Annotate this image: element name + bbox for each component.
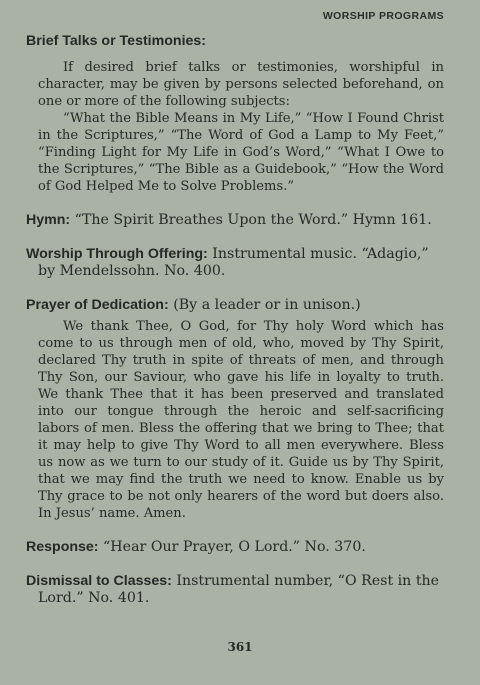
section-label-dedication: Prayer of Dedication: xyxy=(26,297,169,313)
section-label-offering: Worship Through Offering: xyxy=(26,246,208,262)
page-content xyxy=(26,33,444,607)
dedication-prayer-text: We thank Thee, O God, for Thy holy Word which has come to us through men of old, who, moved by Thy Spirit, declared Thy truth in spite of threats of men, and through Thy Son, our Saviour, who gave his life in loyalty to truth. We thank Thee that it has been preserved and translated into our tongue through the heroic and self-sacrificing labors of men. Bless the offering that we bring to Thee; that it may help to give Thy Word to all men everywhere. Bless us now as we turn to our study of it. Guide us by Thy Spirit, that we may find the truth we need to know. Enable us by Thy grace to be not only hearers of the word but doers also. In Jesus’ name. Amen. xyxy=(38,319,444,521)
section-dismissal xyxy=(26,573,444,607)
brief-talks-subjects: “What the Bible Means in My Life,” “How I Found Christ in the Scriptures,” “The Word of God a Lamp to My Feet,” “Finding Light for My Life in God’s Word,” “What I Owe to the Scriptures,” “The Bible as a Guidebook,” “How the Word of God Helped Me to Solve Problems.” xyxy=(38,111,444,194)
section-label-brief-talks: Brief Talks or Testimonies: xyxy=(26,33,207,49)
section-hymn xyxy=(26,212,444,229)
dismissal-text: Instrumental number, “O Rest in the Lord.” No. 401. xyxy=(38,573,440,606)
hymn-text: “The Spirit Breathes Upon the Word.” Hymn 161. xyxy=(70,212,432,228)
section-label-dismissal: Dismissal to Classes: xyxy=(26,573,172,589)
running-head: WORSHIP PROGRAMS xyxy=(322,10,444,22)
section-offering xyxy=(26,246,444,280)
brief-talks-instructions: If desired brief talks or testimonies, worshipful in character, may be given by persons selected beforehand, on one or more of the following subjects: xyxy=(38,60,444,109)
offering-text: Instrumental music. “Adagio,” by Mendelssohn. No. 400. xyxy=(38,246,429,279)
page-number: 361 xyxy=(227,640,253,654)
dedication-note: (By a leader or in unison.) xyxy=(168,297,361,313)
section-label-response: Response: xyxy=(26,539,99,555)
response-text: “Hear Our Prayer, O Lord.” No. 370. xyxy=(98,539,366,555)
section-response xyxy=(26,539,444,556)
section-brief-talks xyxy=(26,33,444,195)
section-dedication xyxy=(26,297,444,522)
section-label-hymn: Hymn: xyxy=(26,212,71,228)
